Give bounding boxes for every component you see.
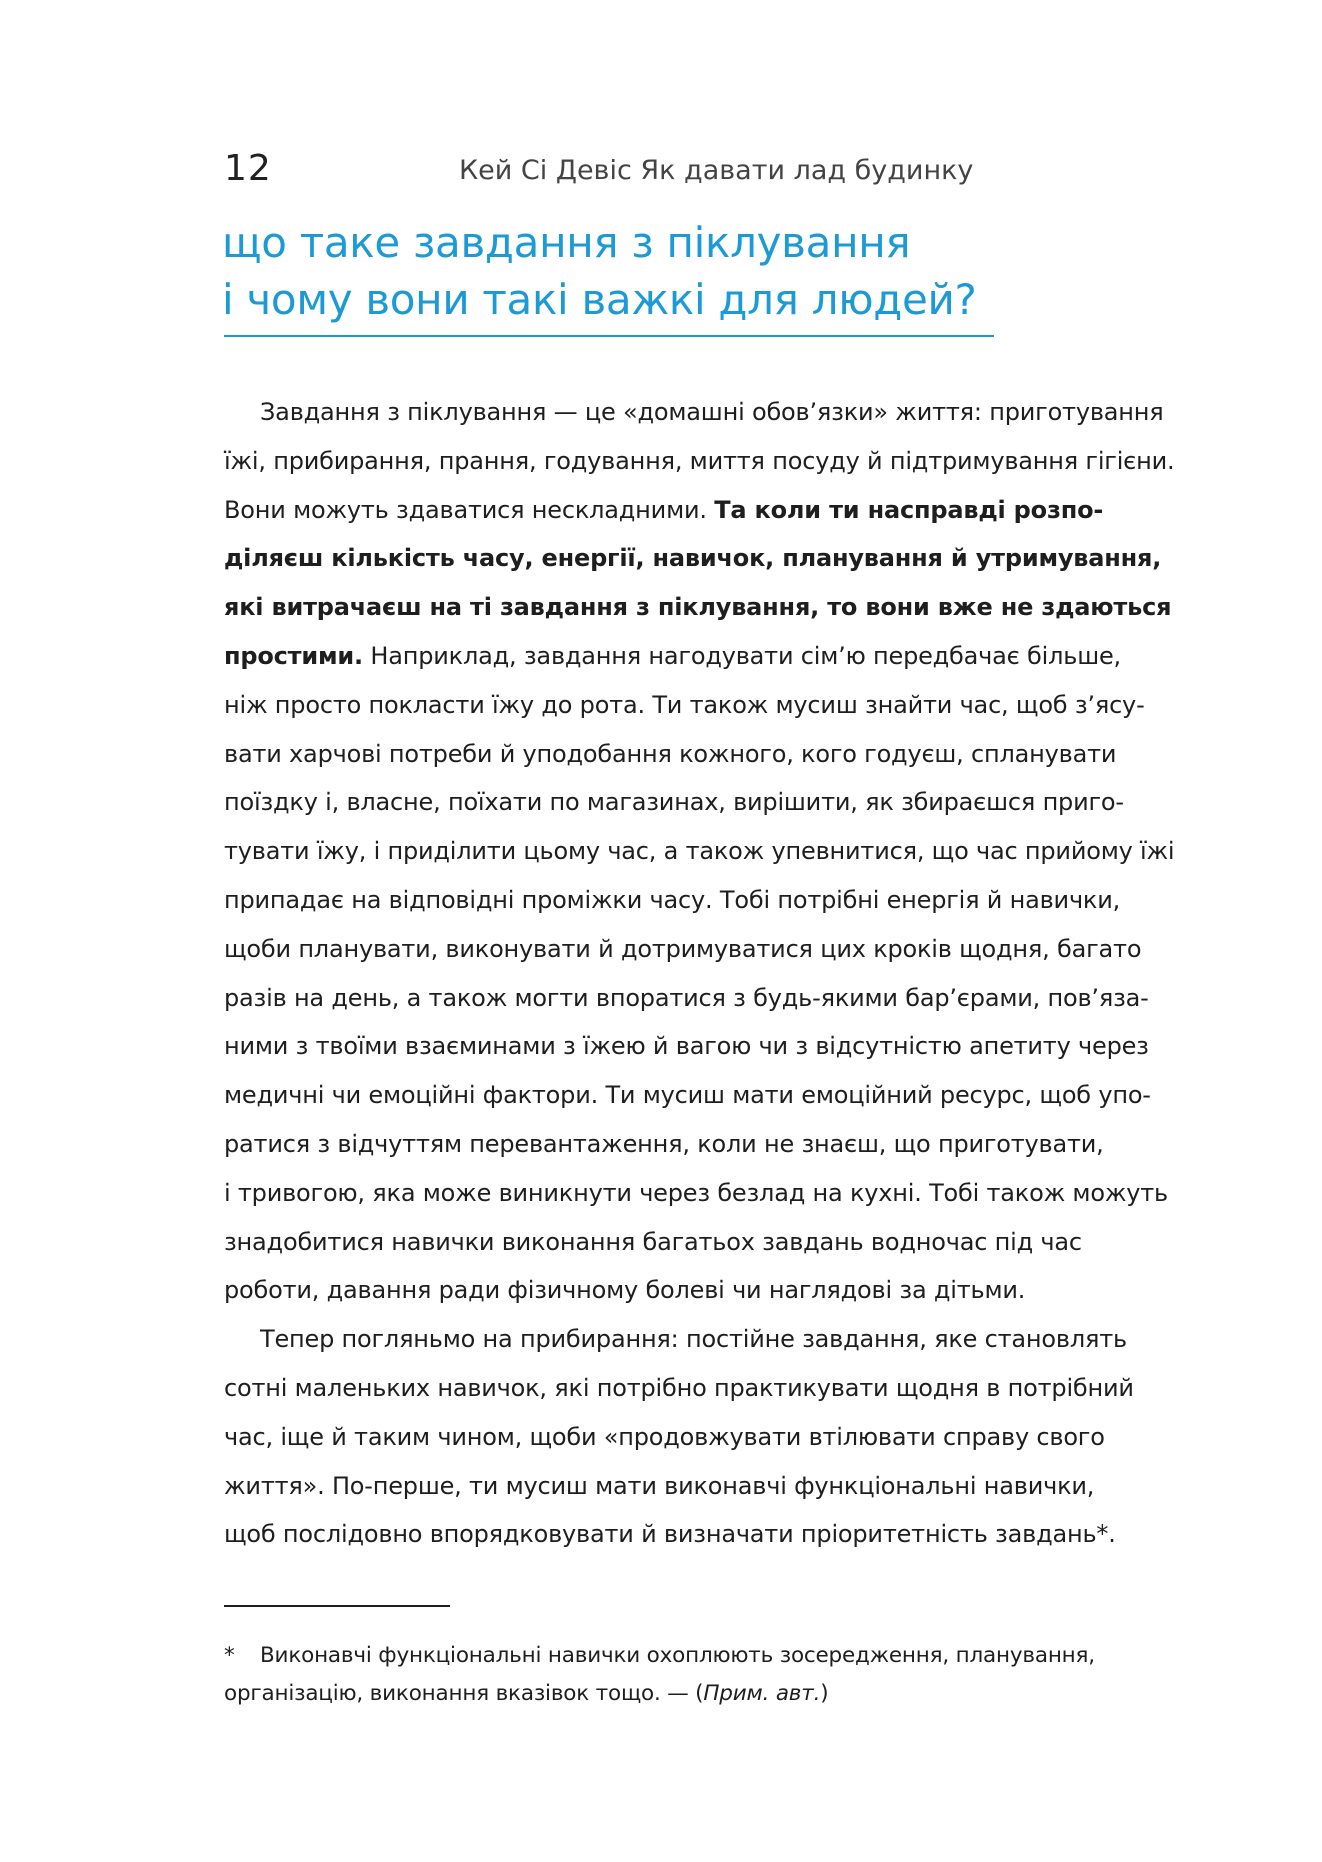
footnote-separator bbox=[224, 1605, 450, 1607]
text-line: час, іще й таким чином, щоби «продовжувати втілювати справу свого bbox=[224, 1422, 1105, 1451]
text-line: ратися з відчуттям перевантаження, коли не знаєш, що приготувати, bbox=[224, 1129, 1104, 1158]
bold-emphasis: діляєш кількість часу, енергії, навичок, планування й утримування, bbox=[224, 544, 1162, 573]
text-line: щоби планувати, виконувати й дотримуватися цих кроків щодня, багато bbox=[224, 934, 1142, 963]
text-line: роботи, давання ради фізичному болеві чи наглядові за дітьми. bbox=[224, 1276, 1026, 1305]
title-underline bbox=[224, 335, 994, 337]
text-line: поїздку і, власне, поїхати по магазинах, вирішити, як збираєшся приго- bbox=[224, 788, 1124, 817]
chapter-title bbox=[222, 214, 1002, 328]
text-run: Виконавчі функціональні навички охоплюють зосередження, планування, bbox=[260, 1643, 1095, 1668]
text-line: життя». По-перше, ти мусиш мати виконавчі функціональні навички, bbox=[224, 1471, 1095, 1500]
page-header bbox=[224, 145, 984, 193]
text-line bbox=[224, 632, 1210, 681]
footnote-marker: * bbox=[224, 1643, 235, 1668]
text-line: ніж просто покласти їжу до рота. Ти також мусиш знайти час, щоб з’ясу- bbox=[224, 690, 1145, 719]
running-title: Кей Сі Девіс Як давати лад будинку bbox=[459, 155, 974, 186]
text-line: і тривогою, яка може виникнути через безлад на кухні. Тобі також можуть bbox=[224, 1178, 1168, 1207]
bold-emphasis: простими. bbox=[224, 641, 363, 670]
text-line: разів на день, а також могти впоратися з будь-якими бар’єрами, пов’яза- bbox=[224, 983, 1149, 1012]
bold-emphasis: Та коли ти насправді розпо- bbox=[714, 495, 1104, 524]
text-run: організацію, виконання вказівок тощо. — ( bbox=[224, 1681, 704, 1706]
text-line: знадобитися навички виконання багатьох завдань водночас під час bbox=[224, 1227, 1082, 1256]
text-line: медичні чи емоційні фактори. Ти мусиш мати емоційний ресурс, щоб упо- bbox=[224, 1081, 1151, 1110]
bold-emphasis: які витрачаєш на ті завдання з піклування, то вони вже не здаються bbox=[224, 593, 1172, 622]
page-number: 12 bbox=[224, 148, 272, 189]
footnote-line bbox=[224, 1637, 1184, 1675]
text-line: їжі, прибирання, прання, годування, миття посуду й підтримування гігієни. bbox=[224, 446, 1175, 475]
text-line bbox=[224, 583, 1210, 632]
paragraph-1 bbox=[224, 388, 1210, 1315]
text-line: сотні маленьких навичок, які потрібно практикувати щодня в потрібний bbox=[224, 1373, 1134, 1402]
text-run: Наприклад, завдання нагодувати сім’ю передбачає більше, bbox=[362, 641, 1121, 670]
footnote-line bbox=[224, 1675, 1184, 1713]
italic-note: Прим. авт. bbox=[703, 1681, 821, 1706]
chapter-title-line-1: що таке завдання з піклування bbox=[222, 218, 911, 267]
footnote bbox=[224, 1637, 1184, 1713]
text-line: щоб послідовно впорядковувати й визначати пріоритетність завдань*. bbox=[224, 1520, 1116, 1549]
paragraph-2 bbox=[224, 1315, 1210, 1559]
body-text bbox=[224, 388, 1210, 1559]
text-line: припадає на відповідні проміжки часу. Тобі потрібні енергія й навички, bbox=[224, 885, 1121, 914]
text-run: Вони можуть здаватися нескладними. bbox=[224, 495, 715, 524]
text-line bbox=[224, 486, 1210, 535]
text-line: вати харчові потреби й уподобання кожного, кого годуєш, спланувати bbox=[224, 739, 1117, 768]
text-line: тувати їжу, і приділити цьому час, а також упевнитися, що час прийому їжі bbox=[224, 837, 1175, 866]
text-line: ними з твоїми взаєминами з їжею й вагою чи з відсутністю апетиту через bbox=[224, 1032, 1149, 1061]
text-line bbox=[224, 534, 1210, 583]
text-run: ) bbox=[820, 1681, 829, 1706]
text-line: Тепер погляньмо на прибирання: постійне завдання, яке становлять bbox=[260, 1325, 1127, 1354]
text-line: Завдання з піклування — це «домашні обов’язки» життя: приготування bbox=[260, 398, 1164, 426]
chapter-title-line-2: і чому вони такі важкі для людей? bbox=[222, 275, 977, 324]
